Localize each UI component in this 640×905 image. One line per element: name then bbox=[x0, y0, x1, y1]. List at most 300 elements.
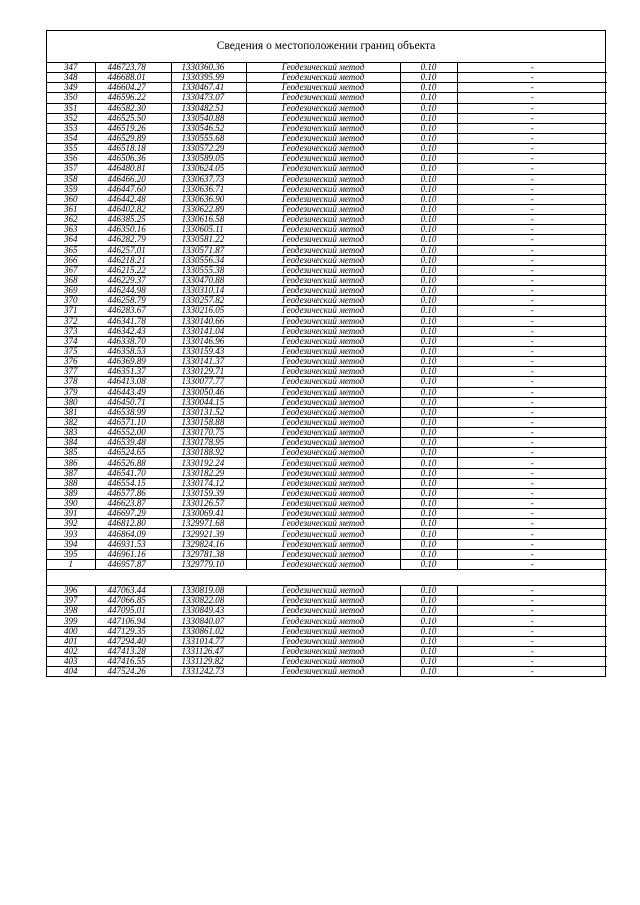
method-cell: Геодезический метод bbox=[246, 428, 400, 438]
table-row bbox=[47, 468, 607, 478]
method-cell: Геодезический метод bbox=[246, 549, 400, 559]
method-cell: Геодезический метод bbox=[246, 529, 400, 539]
coord-x-cell: 446506.36 bbox=[95, 154, 171, 164]
method-cell: Геодезический метод bbox=[246, 417, 400, 427]
description-cell: - bbox=[457, 616, 607, 626]
description-cell: - bbox=[457, 539, 607, 549]
table-row bbox=[47, 367, 607, 377]
description-cell: - bbox=[457, 346, 607, 356]
description-cell: - bbox=[457, 235, 607, 245]
method-cell: Геодезический метод bbox=[246, 539, 400, 549]
method-cell: Геодезический метод bbox=[246, 154, 400, 164]
table-row bbox=[47, 154, 607, 164]
description-cell: - bbox=[457, 387, 607, 397]
table-row bbox=[47, 194, 607, 204]
coord-x-cell: 446283.67 bbox=[95, 306, 171, 316]
description-cell: - bbox=[457, 336, 607, 346]
coord-x-cell: 446282.79 bbox=[95, 235, 171, 245]
coord-x-cell: 446604.27 bbox=[95, 83, 171, 93]
table-row bbox=[47, 596, 607, 606]
method-cell: Геодезический метод bbox=[246, 499, 400, 509]
coord-x-cell: 446541.70 bbox=[95, 468, 171, 478]
accuracy-cell: 0.10 bbox=[400, 63, 457, 73]
table-row bbox=[47, 123, 607, 133]
coord-x-cell: 447524.26 bbox=[95, 667, 171, 677]
method-cell: Геодезический метод bbox=[246, 296, 400, 306]
coord-y-cell: 1330129.71 bbox=[171, 367, 246, 377]
accuracy-cell: 0.10 bbox=[400, 144, 457, 154]
table-row bbox=[47, 255, 607, 265]
description-cell: - bbox=[457, 519, 607, 529]
coord-y-cell: 1330141.37 bbox=[171, 357, 246, 367]
table-row bbox=[47, 458, 607, 468]
coord-x-cell: 447129.35 bbox=[95, 626, 171, 636]
method-cell: Геодезический метод bbox=[246, 245, 400, 255]
point-number-cell: 399 bbox=[47, 616, 95, 626]
method-cell: Геодезический метод bbox=[246, 458, 400, 468]
description-cell: - bbox=[457, 468, 607, 478]
accuracy-cell: 0.10 bbox=[400, 428, 457, 438]
coord-x-cell: 446450.71 bbox=[95, 397, 171, 407]
table-row bbox=[47, 286, 607, 296]
description-cell: - bbox=[457, 636, 607, 646]
table-row bbox=[47, 174, 607, 184]
point-number-cell: 371 bbox=[47, 306, 95, 316]
table-row bbox=[47, 488, 607, 498]
method-cell: Геодезический метод bbox=[246, 488, 400, 498]
point-number-cell: 360 bbox=[47, 194, 95, 204]
table-row bbox=[47, 387, 607, 397]
accuracy-cell: 0.10 bbox=[400, 306, 457, 316]
coord-x-cell: 447416.55 bbox=[95, 657, 171, 667]
accuracy-cell: 0.10 bbox=[400, 215, 457, 225]
coord-x-cell: 446341.78 bbox=[95, 316, 171, 326]
point-number-cell: 358 bbox=[47, 174, 95, 184]
accuracy-cell: 0.10 bbox=[400, 123, 457, 133]
accuracy-cell: 0.10 bbox=[400, 586, 457, 596]
description-cell: - bbox=[457, 377, 607, 387]
coord-y-cell: 1330141.04 bbox=[171, 326, 246, 336]
table-row bbox=[47, 646, 607, 656]
method-cell: Геодезический метод bbox=[246, 586, 400, 596]
table-row bbox=[47, 235, 607, 245]
description-cell: - bbox=[457, 296, 607, 306]
point-number-cell: 361 bbox=[47, 204, 95, 214]
coord-y-cell: 1330178.95 bbox=[171, 438, 246, 448]
table-row bbox=[47, 133, 607, 143]
table-row bbox=[47, 438, 607, 448]
coord-x-cell: 446413.08 bbox=[95, 377, 171, 387]
method-cell: Геодезический метод bbox=[246, 316, 400, 326]
coord-x-cell: 446350.16 bbox=[95, 225, 171, 235]
coord-y-cell: 1330050.46 bbox=[171, 387, 246, 397]
coord-y-cell: 1329824.16 bbox=[171, 539, 246, 549]
coord-y-cell: 1330310.14 bbox=[171, 286, 246, 296]
description-cell: - bbox=[457, 255, 607, 265]
method-cell: Геодезический метод bbox=[246, 123, 400, 133]
description-cell: - bbox=[457, 275, 607, 285]
description-cell: - bbox=[457, 606, 607, 616]
coord-x-cell: 446697.29 bbox=[95, 509, 171, 519]
coord-x-cell: 446552.00 bbox=[95, 428, 171, 438]
coord-y-cell: 1330572.29 bbox=[171, 144, 246, 154]
method-cell: Геодезический метод bbox=[246, 478, 400, 488]
coord-y-cell: 1330581.22 bbox=[171, 235, 246, 245]
point-number-cell: 356 bbox=[47, 154, 95, 164]
description-cell: - bbox=[457, 529, 607, 539]
description-cell: - bbox=[457, 559, 607, 569]
point-number-cell: 392 bbox=[47, 519, 95, 529]
coord-x-cell: 446623.87 bbox=[95, 499, 171, 509]
point-number-cell: 369 bbox=[47, 286, 95, 296]
coord-y-cell: 1330473.07 bbox=[171, 93, 246, 103]
point-number-cell: 354 bbox=[47, 133, 95, 143]
coord-y-cell: 1330159.43 bbox=[171, 346, 246, 356]
method-cell: Геодезический метод bbox=[246, 448, 400, 458]
coord-x-cell: 446257.01 bbox=[95, 245, 171, 255]
coord-y-cell: 1330126.57 bbox=[171, 499, 246, 509]
description-cell: - bbox=[457, 657, 607, 667]
method-cell: Геодезический метод bbox=[246, 286, 400, 296]
table-row bbox=[47, 113, 607, 123]
method-cell: Геодезический метод bbox=[246, 255, 400, 265]
coord-y-cell: 1330482.51 bbox=[171, 103, 246, 113]
accuracy-cell: 0.10 bbox=[400, 407, 457, 417]
coord-y-cell: 1330616.58 bbox=[171, 215, 246, 225]
description-cell: - bbox=[457, 123, 607, 133]
table-row bbox=[47, 626, 607, 636]
point-number-cell: 403 bbox=[47, 657, 95, 667]
method-cell: Геодезический метод bbox=[246, 397, 400, 407]
accuracy-cell: 0.10 bbox=[400, 296, 457, 306]
method-cell: Геодезический метод bbox=[246, 346, 400, 356]
point-number-cell: 404 bbox=[47, 667, 95, 677]
table-row bbox=[47, 346, 607, 356]
table-row bbox=[47, 265, 607, 275]
coord-y-cell: 1330192.24 bbox=[171, 458, 246, 468]
description-cell: - bbox=[457, 265, 607, 275]
point-number-cell: 357 bbox=[47, 164, 95, 174]
accuracy-cell: 0.10 bbox=[400, 478, 457, 488]
point-number-cell: 385 bbox=[47, 448, 95, 458]
description-cell: - bbox=[457, 306, 607, 316]
method-cell: Геодезический метод bbox=[246, 438, 400, 448]
accuracy-cell: 0.10 bbox=[400, 164, 457, 174]
coord-y-cell: 1330182.29 bbox=[171, 468, 246, 478]
coord-x-cell: 446596.22 bbox=[95, 93, 171, 103]
accuracy-cell: 0.10 bbox=[400, 397, 457, 407]
table-row bbox=[47, 448, 607, 458]
method-cell: Геодезический метод bbox=[246, 194, 400, 204]
coord-y-cell: 1331126.47 bbox=[171, 646, 246, 656]
point-number-cell: 1 bbox=[47, 559, 95, 569]
point-number-cell: 377 bbox=[47, 367, 95, 377]
method-cell: Геодезический метод bbox=[246, 235, 400, 245]
coord-x-cell: 446957.87 bbox=[95, 559, 171, 569]
description-cell: - bbox=[457, 154, 607, 164]
coord-x-cell: 446258.79 bbox=[95, 296, 171, 306]
coord-y-cell: 1330555.38 bbox=[171, 265, 246, 275]
description-cell: - bbox=[457, 596, 607, 606]
description-cell: - bbox=[457, 184, 607, 194]
description-cell: - bbox=[457, 245, 607, 255]
table-row bbox=[47, 245, 607, 255]
point-number-cell: 391 bbox=[47, 509, 95, 519]
description-cell: - bbox=[457, 316, 607, 326]
coord-x-cell: 446402.82 bbox=[95, 204, 171, 214]
coord-y-cell: 1329971.68 bbox=[171, 519, 246, 529]
description-cell: - bbox=[457, 438, 607, 448]
description-cell: - bbox=[457, 397, 607, 407]
method-cell: Геодезический метод bbox=[246, 164, 400, 174]
coord-x-cell: 446443.49 bbox=[95, 387, 171, 397]
coord-x-cell: 446577.86 bbox=[95, 488, 171, 498]
accuracy-cell: 0.10 bbox=[400, 154, 457, 164]
accuracy-cell: 0.10 bbox=[400, 326, 457, 336]
description-cell: - bbox=[457, 646, 607, 656]
table-row bbox=[47, 586, 607, 596]
accuracy-cell: 0.10 bbox=[400, 667, 457, 677]
accuracy-cell: 0.10 bbox=[400, 559, 457, 569]
method-cell: Геодезический метод bbox=[246, 519, 400, 529]
point-number-cell: 382 bbox=[47, 417, 95, 427]
coord-x-cell: 446215.22 bbox=[95, 265, 171, 275]
accuracy-cell: 0.10 bbox=[400, 448, 457, 458]
coord-y-cell: 1330467.41 bbox=[171, 83, 246, 93]
table-row bbox=[47, 164, 607, 174]
accuracy-cell: 0.10 bbox=[400, 275, 457, 285]
point-number-cell: 355 bbox=[47, 144, 95, 154]
coord-y-cell: 1329921.39 bbox=[171, 529, 246, 539]
description-cell: - bbox=[457, 174, 607, 184]
method-cell: Геодезический метод bbox=[246, 93, 400, 103]
method-cell: Геодезический метод bbox=[246, 667, 400, 677]
table-row bbox=[47, 63, 607, 73]
description-cell: - bbox=[457, 93, 607, 103]
accuracy-cell: 0.10 bbox=[400, 204, 457, 214]
table-row bbox=[47, 144, 607, 154]
coord-x-cell: 446385.25 bbox=[95, 215, 171, 225]
description-cell: - bbox=[457, 194, 607, 204]
table-row bbox=[47, 296, 607, 306]
table-row bbox=[47, 397, 607, 407]
table-row bbox=[47, 316, 607, 326]
accuracy-cell: 0.10 bbox=[400, 606, 457, 616]
accuracy-cell: 0.10 bbox=[400, 255, 457, 265]
table-row bbox=[47, 499, 607, 509]
coord-x-cell: 446338.70 bbox=[95, 336, 171, 346]
table-row bbox=[47, 529, 607, 539]
method-cell: Геодезический метод bbox=[246, 367, 400, 377]
coord-y-cell: 1330637.73 bbox=[171, 174, 246, 184]
accuracy-cell: 0.10 bbox=[400, 235, 457, 245]
coord-y-cell: 1330140.66 bbox=[171, 316, 246, 326]
table-row bbox=[47, 509, 607, 519]
point-number-cell: 363 bbox=[47, 225, 95, 235]
method-cell: Геодезический метод bbox=[246, 468, 400, 478]
accuracy-cell: 0.10 bbox=[400, 73, 457, 83]
coord-x-cell: 446526.88 bbox=[95, 458, 171, 468]
description-cell: - bbox=[457, 499, 607, 509]
coord-x-cell: 446931.53 bbox=[95, 539, 171, 549]
method-cell: Геодезический метод bbox=[246, 225, 400, 235]
table-row bbox=[47, 407, 607, 417]
description-cell: - bbox=[457, 73, 607, 83]
accuracy-cell: 0.10 bbox=[400, 549, 457, 559]
point-number-cell: 379 bbox=[47, 387, 95, 397]
table-row bbox=[47, 667, 607, 677]
method-cell: Геодезический метод bbox=[246, 336, 400, 346]
accuracy-cell: 0.10 bbox=[400, 377, 457, 387]
coord-y-cell: 1330555.68 bbox=[171, 133, 246, 143]
table-row bbox=[47, 204, 607, 214]
table-row bbox=[47, 225, 607, 235]
block-separator-cell bbox=[47, 570, 607, 586]
method-cell: Геодезический метод bbox=[246, 606, 400, 616]
description-cell: - bbox=[457, 133, 607, 143]
point-number-cell: 370 bbox=[47, 296, 95, 306]
coord-y-cell: 1330571.87 bbox=[171, 245, 246, 255]
point-number-cell: 381 bbox=[47, 407, 95, 417]
accuracy-cell: 0.10 bbox=[400, 387, 457, 397]
accuracy-cell: 0.10 bbox=[400, 184, 457, 194]
method-cell: Геодезический метод bbox=[246, 636, 400, 646]
point-number-cell: 374 bbox=[47, 336, 95, 346]
coord-x-cell: 446218.21 bbox=[95, 255, 171, 265]
coord-y-cell: 1330636.71 bbox=[171, 184, 246, 194]
description-cell: - bbox=[457, 113, 607, 123]
accuracy-cell: 0.10 bbox=[400, 133, 457, 143]
coord-x-cell: 446342.43 bbox=[95, 326, 171, 336]
description-cell: - bbox=[530, 666, 534, 677]
method-cell: Геодезический метод bbox=[246, 265, 400, 275]
table-row bbox=[47, 184, 607, 194]
description-cell: - bbox=[457, 225, 607, 235]
description-cell: - bbox=[457, 478, 607, 488]
coord-y-cell: 1330174.12 bbox=[171, 478, 246, 488]
method-cell: Геодезический метод bbox=[246, 63, 400, 73]
coord-y-cell: 1330556.34 bbox=[171, 255, 246, 265]
accuracy-cell: 0.10 bbox=[400, 367, 457, 377]
point-number-cell: 398 bbox=[47, 606, 95, 616]
coord-x-cell: 446358.53 bbox=[95, 346, 171, 356]
table-row bbox=[47, 83, 607, 93]
accuracy-cell: 0.10 bbox=[400, 626, 457, 636]
point-number-cell: 375 bbox=[47, 346, 95, 356]
coord-y-cell: 1330849.43 bbox=[171, 606, 246, 616]
coordinates-table-body bbox=[47, 63, 607, 676]
point-number-cell: 372 bbox=[47, 316, 95, 326]
coord-y-cell: 1330360.36 bbox=[171, 63, 246, 73]
table-row bbox=[47, 336, 607, 346]
point-number-cell: 395 bbox=[47, 549, 95, 559]
point-number-cell: 386 bbox=[47, 458, 95, 468]
description-cell: - bbox=[457, 286, 607, 296]
accuracy-cell: 0.10 bbox=[400, 657, 457, 667]
block-separator-row bbox=[47, 570, 607, 586]
accuracy-cell: 0.10 bbox=[400, 93, 457, 103]
table-row bbox=[47, 478, 607, 488]
point-number-cell: 380 bbox=[47, 397, 95, 407]
coord-x-cell: 446529.89 bbox=[95, 133, 171, 143]
table-row bbox=[47, 377, 607, 387]
method-cell: Геодезический метод bbox=[246, 377, 400, 387]
point-number-cell: 366 bbox=[47, 255, 95, 265]
accuracy-cell: 0.10 bbox=[400, 286, 457, 296]
accuracy-cell: 0.10 bbox=[400, 225, 457, 235]
coord-y-cell: 1330822.08 bbox=[171, 596, 246, 606]
coord-y-cell: 1330257.82 bbox=[171, 296, 246, 306]
accuracy-cell: 0.10 bbox=[400, 194, 457, 204]
coord-x-cell: 446554.15 bbox=[95, 478, 171, 488]
method-cell: Геодезический метод bbox=[246, 306, 400, 316]
description-cell: - bbox=[457, 626, 607, 636]
table-row bbox=[47, 93, 607, 103]
coordinates-table bbox=[47, 63, 607, 676]
method-cell: Геодезический метод bbox=[246, 407, 400, 417]
point-number-cell: 401 bbox=[47, 636, 95, 646]
accuracy-cell: 0.10 bbox=[400, 265, 457, 275]
table-row bbox=[47, 428, 607, 438]
coord-y-cell: 1330131.52 bbox=[171, 407, 246, 417]
coord-x-cell: 447063.44 bbox=[95, 586, 171, 596]
description-cell: - bbox=[457, 407, 607, 417]
accuracy-cell: 0.10 bbox=[400, 458, 457, 468]
table-row bbox=[47, 417, 607, 427]
method-cell: Геодезический метод bbox=[246, 616, 400, 626]
point-number-cell: 397 bbox=[47, 596, 95, 606]
point-number-cell: 387 bbox=[47, 468, 95, 478]
coord-x-cell: 446351.37 bbox=[95, 367, 171, 377]
accuracy-cell: 0.10 bbox=[400, 509, 457, 519]
coord-x-cell: 446518.18 bbox=[95, 144, 171, 154]
point-number-cell: 383 bbox=[47, 428, 95, 438]
method-cell: Геодезический метод bbox=[246, 626, 400, 636]
table-row bbox=[47, 559, 607, 569]
accuracy-cell: 0.10 bbox=[400, 316, 457, 326]
table-row bbox=[47, 326, 607, 336]
point-number-cell: 396 bbox=[47, 586, 95, 596]
coord-y-cell: 1330159.39 bbox=[171, 488, 246, 498]
coord-y-cell: 1330470.88 bbox=[171, 275, 246, 285]
table-row bbox=[47, 73, 607, 83]
description-cell: - bbox=[457, 448, 607, 458]
accuracy-cell: 0.10 bbox=[400, 488, 457, 498]
point-number-cell: 349 bbox=[47, 83, 95, 93]
point-number-cell: 348 bbox=[47, 73, 95, 83]
method-cell: Геодезический метод bbox=[246, 357, 400, 367]
method-cell: Геодезический метод bbox=[246, 509, 400, 519]
point-number-cell: 350 bbox=[47, 93, 95, 103]
method-cell: Геодезический метод bbox=[246, 204, 400, 214]
coord-y-cell: 1330216.05 bbox=[171, 306, 246, 316]
description-cell: - bbox=[457, 83, 607, 93]
table-row bbox=[47, 275, 607, 285]
accuracy-cell: 0.10 bbox=[400, 519, 457, 529]
point-number-cell: 352 bbox=[47, 113, 95, 123]
method-cell: Геодезический метод bbox=[246, 113, 400, 123]
point-number-cell: 378 bbox=[47, 377, 95, 387]
coord-x-cell: 446466.20 bbox=[95, 174, 171, 184]
description-cell: - bbox=[457, 63, 607, 73]
table-row bbox=[47, 549, 607, 559]
point-number-cell: 390 bbox=[47, 499, 95, 509]
point-number-cell: 376 bbox=[47, 357, 95, 367]
method-cell: Геодезический метод bbox=[246, 174, 400, 184]
method-cell: Геодезический метод bbox=[246, 215, 400, 225]
accuracy-cell: 0.10 bbox=[400, 245, 457, 255]
accuracy-cell: 0.10 bbox=[400, 616, 457, 626]
